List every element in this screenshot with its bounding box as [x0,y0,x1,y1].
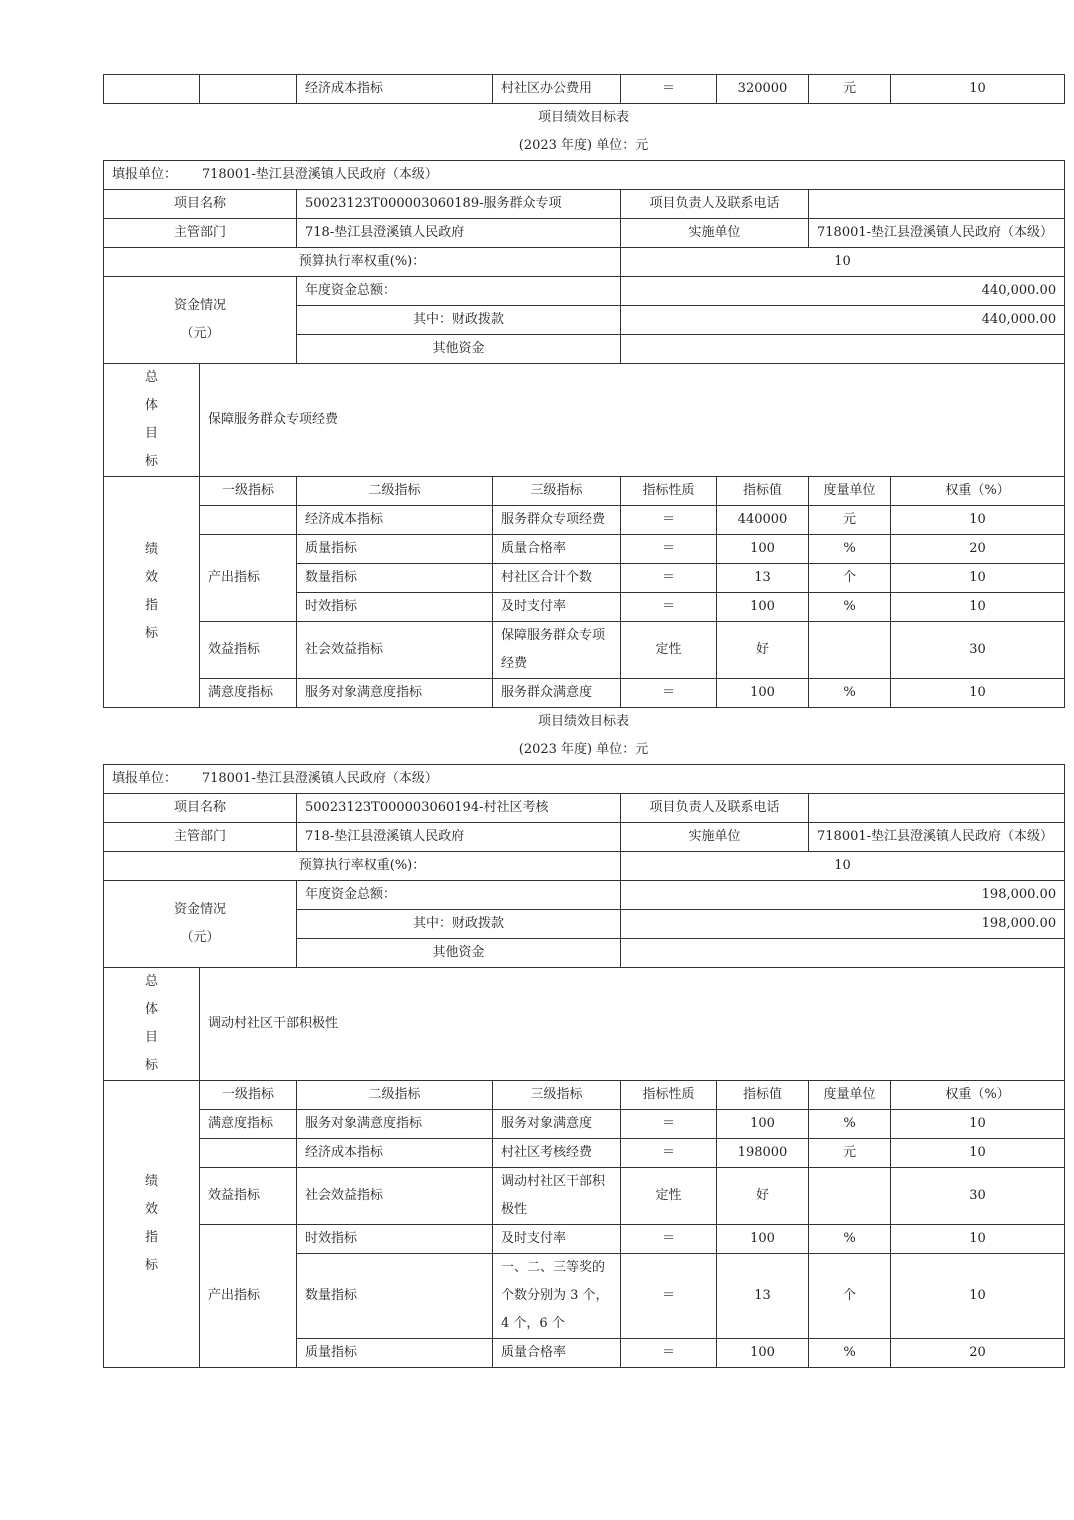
level2-cell: 服务对象满意度指标 [297,679,493,708]
weight-cell: 30 [891,1168,1065,1225]
value-cell: 198000 [717,1139,809,1168]
level3-cell: 村社区考核经费 [493,1139,621,1168]
level3-cell: 及时支付率 [493,593,621,622]
level3-cell: 质量合格率 [493,535,621,564]
project-name-row [104,190,1065,219]
nature-cell: 定性 [621,622,717,679]
level3-cell: 保障服务群众专项经费 [493,622,621,679]
value-cell: 100 [717,679,809,708]
other-funds-value [621,939,1065,968]
dept-label: 主管部门 [104,219,297,248]
header-value: 指标值 [717,477,809,506]
value-cell: 100 [717,1110,809,1139]
fiscal-value: 198,000.00 [621,910,1065,939]
nature-cell: ＝ [621,1225,717,1254]
level3-cell: 服务群众满意度 [493,679,621,708]
funds-row [104,881,1065,910]
nature-cell: ＝ [621,1139,717,1168]
dept-row [104,219,1065,248]
project-name-row [104,794,1065,823]
unit-cell: % [809,593,891,622]
contact-value [809,190,1065,219]
table-row [104,506,1065,535]
unit-cell: 元 [809,1139,891,1168]
funds-label: 资金情况 （元） [104,881,297,968]
contact-label: 项目负责人及联系电话 [621,794,809,823]
funds-label: 资金情况 （元） [104,277,297,364]
level2-cell: 数量指标 [297,564,493,593]
other-funds-value [621,335,1065,364]
nature-cell: ＝ [621,75,717,104]
indicator-header-row [104,477,1065,506]
level3-cell: 质量合格率 [493,1339,621,1368]
unit-cell: 元 [809,75,891,104]
project-name-value: 50023123T000003060189-服务群众专项 [297,190,621,219]
value-cell: 100 [717,1339,809,1368]
value-cell: 好 [717,622,809,679]
dept-row [104,823,1065,852]
project-name-label: 项目名称 [104,190,297,219]
level1-cell: 满意度指标 [200,1110,297,1139]
fiscal-label: 其中：财政拨款 [297,910,621,939]
header-level3: 三级指标 [493,1081,621,1110]
table-row [104,622,1065,679]
nature-cell: 定性 [621,1168,717,1225]
table-row [104,679,1065,708]
annual-total-label: 年度资金总额： [297,881,621,910]
impl-unit-value: 718001-垫江县澄溪镇人民政府（本级） [809,823,1065,852]
unit-cell: 个 [809,564,891,593]
impl-unit-label: 实施单位 [621,219,809,248]
dept-label: 主管部门 [104,823,297,852]
weight-cell: 10 [891,679,1065,708]
header-level2: 二级指标 [297,477,493,506]
nature-cell: ＝ [621,535,717,564]
value-cell: 440000 [717,506,809,535]
level1-cell: 满意度指标 [200,679,297,708]
unit-cell: 个 [809,1254,891,1339]
contact-label: 项目负责人及联系电话 [621,190,809,219]
budget-weight-value: 10 [621,852,1065,881]
fiscal-value: 440,000.00 [621,306,1065,335]
unit-cell [809,622,891,679]
weight-cell: 10 [891,564,1065,593]
nature-cell: ＝ [621,564,717,593]
budget-weight-row [104,852,1065,881]
fiscal-label: 其中：财政拨款 [297,306,621,335]
unit-cell: % [809,1110,891,1139]
goal-row [104,364,1065,477]
weight-cell: 20 [891,535,1065,564]
unit-cell: % [809,535,891,564]
header-nature: 指标性质 [621,1081,717,1110]
level1-cell [200,506,297,535]
perf-label: 绩 效 指 标 [104,477,200,708]
header-level1: 一级指标 [200,1081,297,1110]
level1-cell: 产出指标 [200,1225,297,1368]
project-name-label: 项目名称 [104,794,297,823]
level3-cell: 服务对象满意度 [493,1110,621,1139]
table-row [104,1110,1065,1139]
level3-cell: 一、二、三等奖的个数分别为 3 个，4 个，6 个 [493,1254,621,1339]
goal-label: 总 体 目 标 [104,364,200,477]
nature-cell: ＝ [621,679,717,708]
funds-row [104,277,1065,306]
header-nature: 指标性质 [621,477,717,506]
weight-cell: 10 [891,75,1065,104]
weight-cell: 10 [891,1254,1065,1339]
level2-cell: 时效指标 [297,1225,493,1254]
value-cell: 100 [717,593,809,622]
value-cell: 100 [717,1225,809,1254]
unit-cell [809,1168,891,1225]
fill-unit-label: 填报单位： [112,167,178,182]
level2-cell: 服务对象满意度指标 [297,1110,493,1139]
impl-unit-value: 718001-垫江县澄溪镇人民政府（本级） [809,219,1065,248]
value-cell: 好 [717,1168,809,1225]
table-row [104,1225,1065,1254]
goal-row [104,968,1065,1081]
fill-unit-row [104,765,1065,794]
header-level1: 一级指标 [200,477,297,506]
value-cell: 100 [717,535,809,564]
budget-weight-label: 预算执行率权重(%)： [104,248,621,277]
table-row [104,1139,1065,1168]
performance-table-2 [103,764,1065,1368]
fill-unit-value: 718001-垫江县澄溪镇人民政府（本级） [201,771,438,786]
header-level3: 三级指标 [493,477,621,506]
fill-unit-label: 填报单位： [112,771,178,786]
table-subtitle: (2023 年度) 单位：元 [518,742,649,757]
value-cell: 320000 [717,75,809,104]
contact-value [809,794,1065,823]
value-cell: 13 [717,564,809,593]
annual-total-label: 年度资金总额： [297,277,621,306]
level3-cell: 服务群众专项经费 [493,506,621,535]
indicator-header-row [104,1081,1065,1110]
nature-cell: ＝ [621,1254,717,1339]
continuation-table [103,74,1065,104]
weight-cell: 10 [891,1225,1065,1254]
level2-cell: 经济成本指标 [297,1139,493,1168]
perf-label: 绩 效 指 标 [104,1081,200,1368]
header-value: 指标值 [717,1081,809,1110]
level2-cell: 质量指标 [297,1339,493,1368]
level1-cell [200,1139,297,1168]
level1-cell: 产出指标 [200,535,297,622]
unit-cell: % [809,679,891,708]
weight-cell: 10 [891,506,1065,535]
document-page [103,74,1064,1368]
fill-unit-row [104,161,1065,190]
level2-cell: 数量指标 [297,1254,493,1339]
dept-value: 718-垫江县澄溪镇人民政府 [297,219,621,248]
header-weight: 权重（%） [891,477,1065,506]
header-weight: 权重（%） [891,1081,1065,1110]
annual-total-value: 198,000.00 [621,881,1065,910]
level2-cell: 时效指标 [297,593,493,622]
budget-weight-row [104,248,1065,277]
other-funds-label: 其他资金 [297,335,621,364]
goal-label: 总 体 目 标 [104,968,200,1081]
level2-cell: 社会效益指标 [297,622,493,679]
table-row [104,535,1065,564]
level2-cell: 质量指标 [297,535,493,564]
budget-weight-value: 10 [621,248,1065,277]
level3-cell: 调动村社区干部积极性 [493,1168,621,1225]
table-title: 项目绩效目标表 [537,714,629,729]
weight-cell: 10 [891,593,1065,622]
unit-cell: % [809,1339,891,1368]
nature-cell: ＝ [621,506,717,535]
weight-cell: 30 [891,622,1065,679]
unit-cell: % [809,1225,891,1254]
project-name-value: 50023123T000003060194-村社区考核 [297,794,621,823]
weight-cell: 10 [891,1139,1065,1168]
unit-cell: 元 [809,506,891,535]
goal-value: 调动村社区干部积极性 [200,968,1065,1081]
other-funds-label: 其他资金 [297,939,621,968]
budget-weight-label: 预算执行率权重(%)： [104,852,621,881]
dept-value: 718-垫江县澄溪镇人民政府 [297,823,621,852]
level3-cell: 村社区合计个数 [493,564,621,593]
fill-unit-value: 718001-垫江县澄溪镇人民政府（本级） [201,167,438,182]
annual-total-value: 440,000.00 [621,277,1065,306]
goal-value: 保障服务群众专项经费 [200,364,1065,477]
level2-cell: 经济成本指标 [297,506,493,535]
nature-cell: ＝ [621,593,717,622]
table-subtitle: (2023 年度) 单位：元 [518,138,649,153]
nature-cell: ＝ [621,1110,717,1139]
nature-cell: ＝ [621,1339,717,1368]
table-row [104,75,1065,104]
level3-cell: 及时支付率 [493,1225,621,1254]
header-unit: 度量单位 [809,1081,891,1110]
level1-cell: 效益指标 [200,1168,297,1225]
performance-table-1 [103,160,1065,708]
level1-cell: 效益指标 [200,622,297,679]
level2-cell: 社会效益指标 [297,1168,493,1225]
value-cell: 13 [717,1254,809,1339]
weight-cell: 20 [891,1339,1065,1368]
header-level2: 二级指标 [297,1081,493,1110]
level2-cell: 经济成本指标 [297,75,493,104]
level3-cell: 村社区办公费用 [493,75,621,104]
weight-cell: 10 [891,1110,1065,1139]
header-unit: 度量单位 [809,477,891,506]
table-row [104,1168,1065,1225]
table-title: 项目绩效目标表 [537,110,629,125]
impl-unit-label: 实施单位 [621,823,809,852]
